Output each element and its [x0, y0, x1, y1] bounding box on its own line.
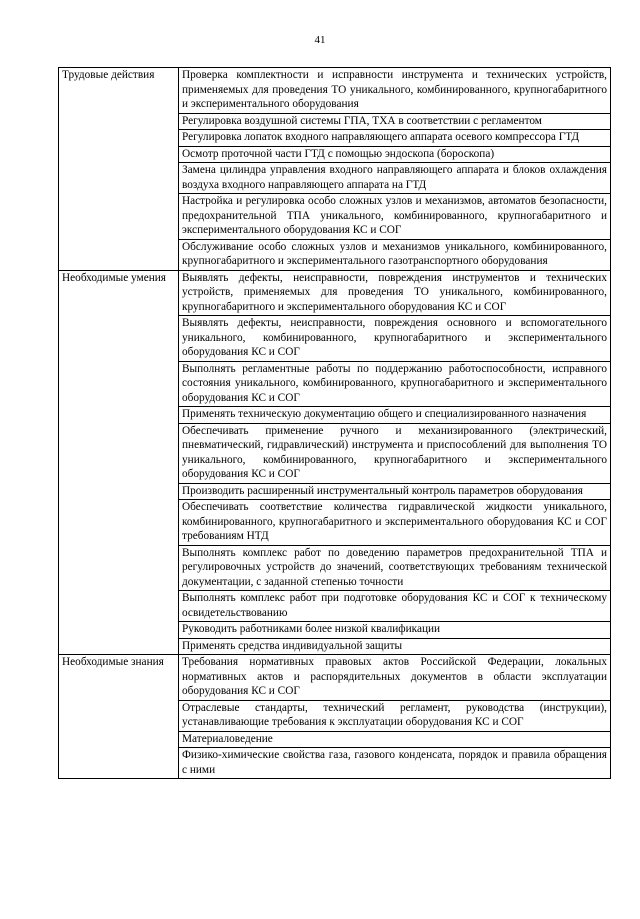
- table-cell: Руководить работниками более низкой квалификации: [179, 622, 611, 639]
- table-cell: Отраслевые стандарты, технический регламент, руководства (инструкции), устанавливающие требования к эксплуатации оборудования КС и СОГ: [179, 700, 611, 731]
- table-cell: Проверка комплектности и исправности инструмента и технических устройств, применяемых для проведения ТО уникального, комбинированного, крупногабаритного и экспериментального оборудования: [179, 68, 611, 114]
- table-cell: Выполнять комплекс работ по доведению параметров предохранительной ТПА и регулировочных устройств до значений, соответствующих требованиям технической документации, с заданной степенью точности: [179, 545, 611, 591]
- table-cell: Осмотр проточной части ГТД с помощью эндоскопа (бороскопа): [179, 146, 611, 163]
- table-cell: Обеспечивать соответствие количества гидравлической жидкости уникального, комбинированного, крупногабаритного и экспериментального оборудования КС и СОГ требованиям НТД: [179, 500, 611, 546]
- table-cell: Настройка и регулировка особо сложных узлов и механизмов, автоматов безопасности, предохранительной ТПА уникального, комбинированного, крупногабаритного и экспериментального оборудования КС и СОГ: [179, 194, 611, 240]
- table-cell: Физико-химические свойства газа, газового конденсата, порядок и правила обращения с ними: [179, 748, 611, 779]
- table-cell: Требования нормативных правовых актов Российской Федерации, локальных нормативных актов и распорядительных документов в области эксплуатации оборудования КС и СОГ: [179, 655, 611, 701]
- section-label: Необходимые умения: [59, 270, 179, 655]
- table-cell: Производить расширенный инструментальный контроль параметров оборудования: [179, 483, 611, 500]
- section-label: Трудовые действия: [59, 68, 179, 271]
- table-cell: Применять техническую документацию общего и специализированного назначения: [179, 407, 611, 424]
- table-cell: Материаловедение: [179, 731, 611, 748]
- table-cell: Применять средства индивидуальной защиты: [179, 638, 611, 655]
- requirements-table: [58, 67, 611, 779]
- page-number: 41: [314, 34, 326, 46]
- table-cell: Выявлять дефекты, неисправности, повреждения инструментов и технических устройств, применяемых для проведения ТО уникального, комбинированного, крупногабаритного и экспериментального оборудования КС и СОГ: [179, 270, 611, 316]
- table-row: [59, 270, 611, 316]
- table-cell: Обслуживание особо сложных узлов и механизмов уникального, комбинированного, крупногабаритного и экспериментального газотранспортного оборудования: [179, 239, 611, 270]
- table-cell: Регулировка воздушной системы ГПА, ТХА в соответствии с регламентом: [179, 113, 611, 130]
- table-cell: Выполнять комплекс работ при подготовке оборудования КС и СОГ к техническому освидетельствованию: [179, 591, 611, 622]
- table-cell: Замена цилиндра управления входного направляющего аппарата и блоков охлаждения воздуха входного направляющего аппарата на ГТД: [179, 163, 611, 194]
- table-row: [59, 68, 611, 114]
- section-label: Необходимые знания: [59, 655, 179, 779]
- table-cell: Выявлять дефекты, неисправности, повреждения основного и вспомогательного уникального, комбинированного, крупногабаритного и экспериментального оборудования КС и СОГ: [179, 316, 611, 362]
- table-cell: Регулировка лопаток входного направляющего аппарата осевого компрессора ГТД: [179, 130, 611, 147]
- table-cell: Обеспечивать применение ручного и механизированного (электрический, пневматический, гидравлический) инструмента и приспособлений для выполнения ТО уникального, комбинированного, крупногабаритного и экспериментального оборудования КС и СОГ: [179, 423, 611, 483]
- table-cell: Выполнять регламентные работы по поддержанию работоспособности, исправного состояния уникального, комбинированного, крупногабаритного и экспериментального оборудования КС и СОГ: [179, 361, 611, 407]
- table-row: [59, 655, 611, 701]
